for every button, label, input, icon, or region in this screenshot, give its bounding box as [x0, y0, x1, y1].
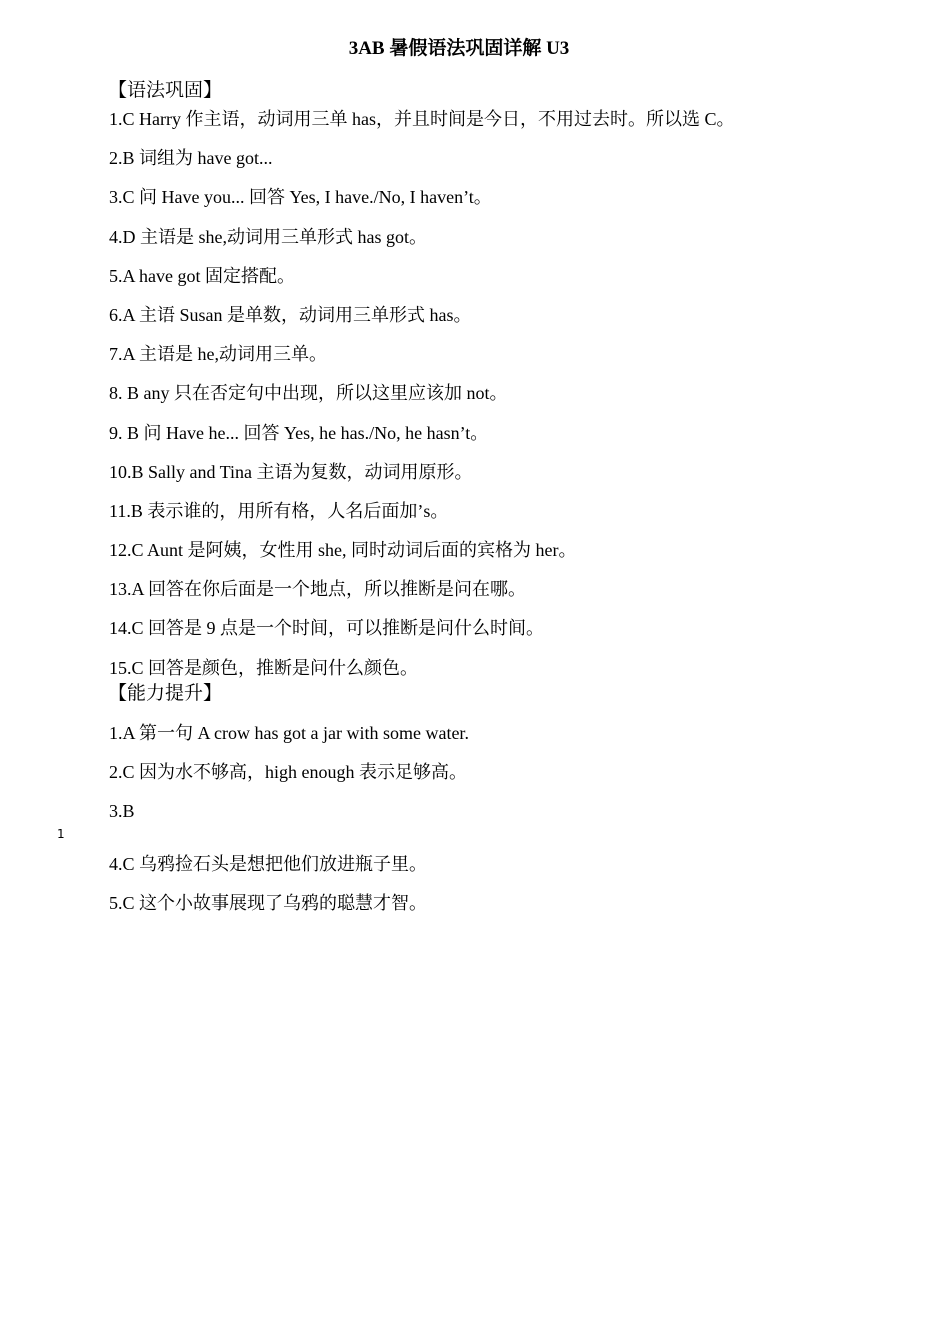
- list-item: 3.C 问 Have you... 回答 Yes, I have./No, I haven’t。: [109, 187, 492, 208]
- improvement-answer-list: [109, 721, 469, 930]
- list-item: 4.C 乌鸦捡石头是想把他们放进瓶子里。: [109, 854, 428, 874]
- section-heading-improvement: 【能力提升】: [108, 682, 223, 704]
- list-item: 1.A 第一句 A crow has got a jar with some water.: [109, 723, 469, 743]
- list-item: 12.C Aunt 是阿姨，女性用 she, 同时动词后面的宾格为 her。: [109, 540, 577, 561]
- list-item: 11.B 表示谁的，用所有格，人名后面加’s。: [109, 500, 449, 521]
- list-item: 4.D 主语是 she,动词用三单形式 has got。: [109, 226, 427, 247]
- section-heading-grammar: 【语法巩固】: [108, 79, 223, 101]
- list-item: 2.C 因为水不够高，high enough 表示足够高。: [109, 762, 467, 782]
- list-item: 9. B 问 Have he... 回答 Yes, he has./No, he hasn’t。: [109, 422, 489, 443]
- list-item: 5.C 这个小故事展现了乌鸦的聪慧才智。: [109, 893, 428, 913]
- list-item: 1.C Harry 作主语，动词用三单 has，并且时间是今日，不用过去时。所以选 C。: [109, 109, 735, 129]
- page-number: 1: [57, 827, 65, 841]
- list-item: 14.C 回答是 9 点是一个时间，可以推断是问什么时间。: [109, 618, 545, 639]
- list-item: 10.B Sally and Tina 主语为复数，动词用原形。: [109, 461, 473, 482]
- list-item: 13.A 回答在你后面是一个地点，所以推断是问在哪。: [109, 579, 527, 600]
- list-item: 15.C 回答是颜色，推断是问什么颜色。: [109, 657, 419, 678]
- grammar-answer-list: [109, 107, 734, 695]
- list-item: 3.B: [109, 801, 135, 821]
- document-title: 3AB 暑假语法巩固详解 U3: [348, 38, 570, 59]
- list-item: 2.B 词组为 have got...: [109, 148, 273, 169]
- list-item: 8. B any 只在否定句中出现，所以这里应该加 not。: [109, 383, 508, 404]
- list-item: 7.A 主语是 he,动词用三单。: [109, 344, 327, 365]
- list-item: 5.A have got 固定搭配。: [109, 265, 295, 286]
- list-item: 6.A 主语 Susan 是单数，动词用三单形式 has。: [109, 304, 472, 325]
